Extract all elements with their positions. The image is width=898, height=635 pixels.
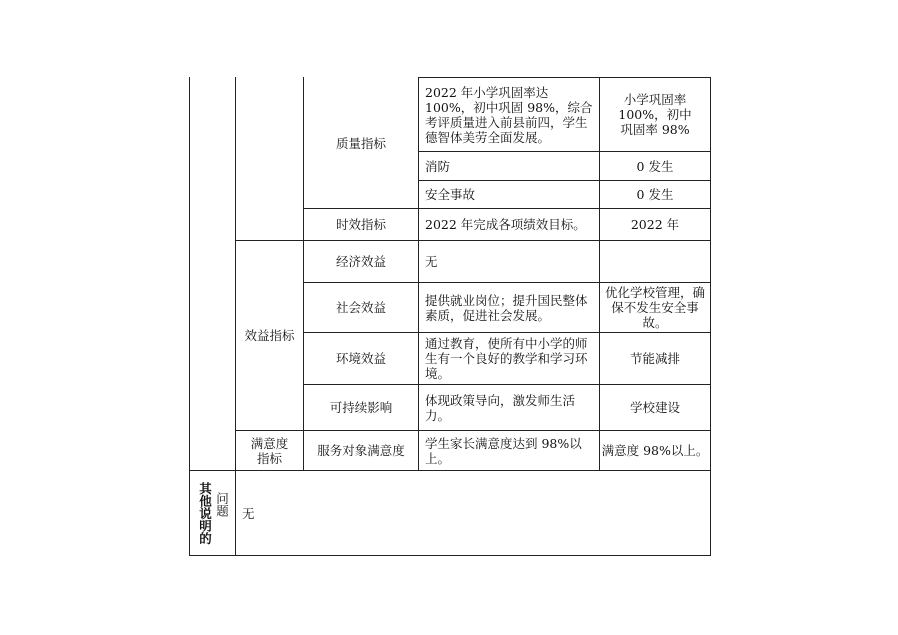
sustainability-value: 学校建设 (629, 400, 680, 415)
category-benefit: 效益指标 (244, 328, 295, 343)
environment-content: 通过教育，使所有中小学的师生有一个良好的教学和学习环境。 (425, 336, 588, 381)
environment-value: 节能减排 (629, 351, 680, 366)
indicator-environment: 环境效益 (335, 351, 386, 366)
quality-value-1: 小学巩固率100%，初中巩固率 98% (618, 92, 692, 137)
social-content: 提供就业岗位；提升国民整体素质，促进社会发展。 (425, 292, 588, 323)
satisfaction-content: 学生家长满意度达到 98%以上。 (425, 435, 582, 466)
social-value: 优化学校管理，确保不发生安全事故。 (604, 285, 705, 330)
economic-value (600, 241, 710, 282)
other-content: 无 (242, 505, 255, 521)
quality-content-3: 安全事故 (425, 187, 476, 202)
quality-value-2: 0 发生 (636, 158, 674, 174)
category-satisfaction: 满意度指标 (250, 435, 289, 466)
timeliness-content: 2022 年完成各项绩效目标。 (425, 217, 586, 232)
economic-content: 无 (425, 254, 438, 269)
indicator-quality: 质量指标 (335, 135, 386, 151)
other-label-side: 问题 (214, 491, 230, 517)
table-border-right (710, 77, 711, 556)
indicator-sustainability: 可持续影响 (329, 400, 393, 415)
timeliness-value: 2022 年 (630, 217, 680, 232)
other-label (190, 471, 235, 555)
indicator-timeliness: 时效指标 (335, 217, 386, 232)
indicator-social: 社会效益 (335, 300, 386, 315)
indicator-satisfaction: 服务对象满意度 (317, 443, 405, 458)
satisfaction-value: 满意度 98%以上。 (601, 443, 709, 458)
quality-content-1: 2022 年小学巩固率达 100%，初中巩固 98%，综合考评质量进入前县前四，学生德智体美劳全面发展。 (425, 84, 593, 145)
quality-content-2: 消防 (425, 158, 451, 174)
table-border-bottom (189, 555, 710, 556)
other-label-main: 其他说明的 (197, 481, 213, 545)
indicator-economic: 经济效益 (335, 254, 386, 269)
quality-value-3: 0 发生 (636, 187, 674, 202)
sustainability-content: 体现政策导向，激发师生活力。 (425, 392, 576, 423)
